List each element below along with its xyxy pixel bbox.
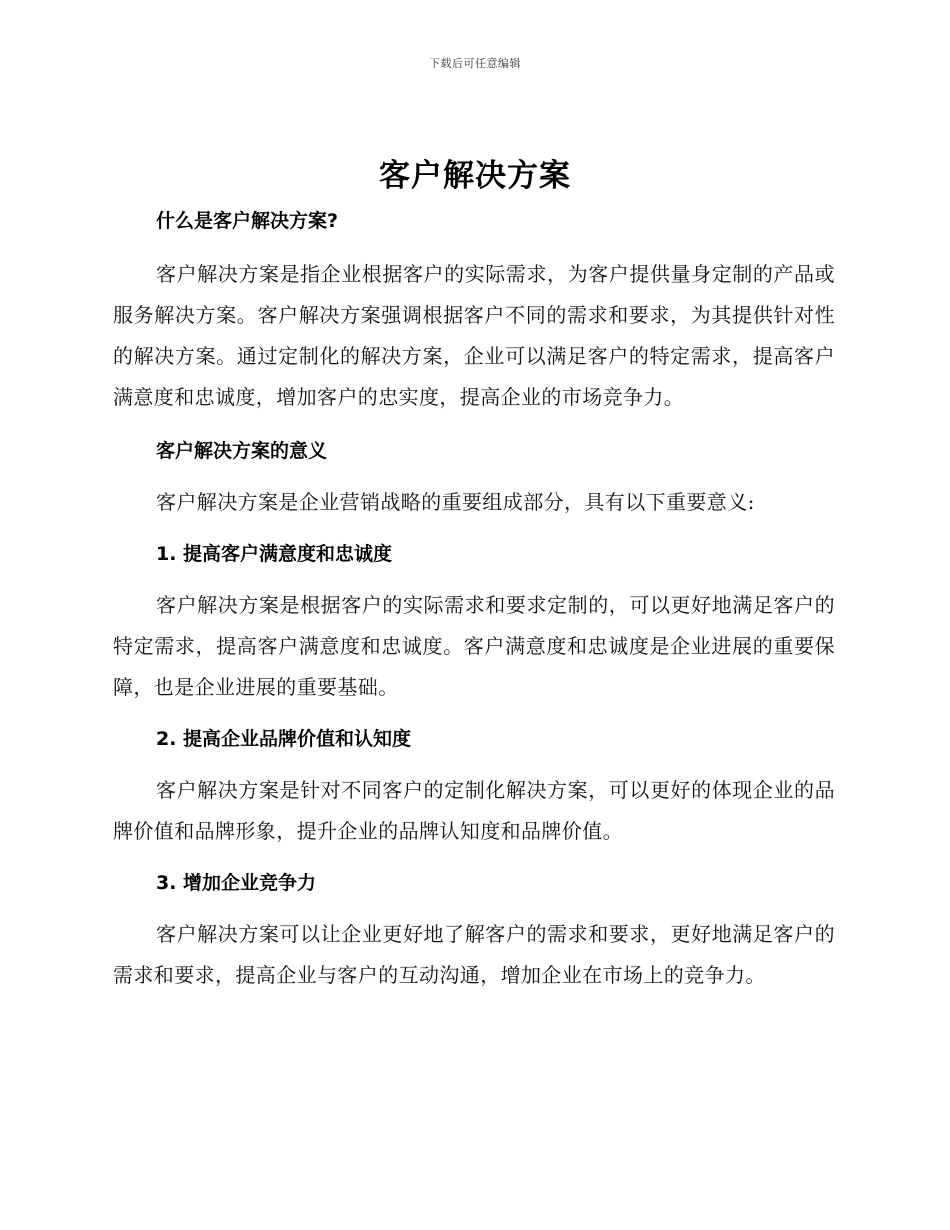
section-heading-satisfaction: 1. 提高客户满意度和忠诚度	[156, 543, 393, 565]
document-body	[113, 200, 835, 996]
section-paragraph-significance: 客户解决方案是企业营销战略的重要组成部分，具有以下重要意义:	[156, 490, 755, 514]
document-title: 客户解决方案	[379, 158, 571, 194]
section-paragraph-competitiveness: 客户解决方案可以让企业更好地了解客户的需求和要求，更好地满足客户的需求和要求，提高企业与客户的互动沟通，增加企业在市场上的竞争力。	[113, 922, 835, 987]
section-paragraph-brand: 客户解决方案是针对不同客户的定制化解决方案，可以更好的体现企业的品牌价值和品牌形象，提升企业的品牌认知度和品牌价值。	[113, 778, 835, 843]
section-heading-brand: 2. 提高企业品牌价值和认知度	[156, 728, 412, 750]
section-paragraph-what-is: 客户解决方案是指企业根据客户的实际需求，为客户提供量身定制的产品或服务解决方案。客户解决方案强调根据客户不同的需求和要求，为其提供针对性的解决方案。通过定制化的解决方案，企业可以满足客户的特定需求，提高客户满意度和忠诚度，增加客户的忠实度，提高企业的市场竞争力。	[113, 262, 835, 409]
section-heading-competitiveness: 3. 增加企业竞争力	[156, 872, 317, 894]
header-note: 下载后可任意编辑	[429, 57, 521, 70]
section-heading-what-is: 什么是客户解决方案?	[156, 210, 339, 232]
section-heading-significance: 客户解决方案的意义	[156, 440, 328, 462]
section-paragraph-satisfaction: 客户解决方案是根据客户的实际需求和要求定制的，可以更好地满足客户的特定需求，提高客户满意度和忠诚度。客户满意度和忠诚度是企业进展的重要保障，也是企业进展的重要基础。	[113, 593, 835, 699]
